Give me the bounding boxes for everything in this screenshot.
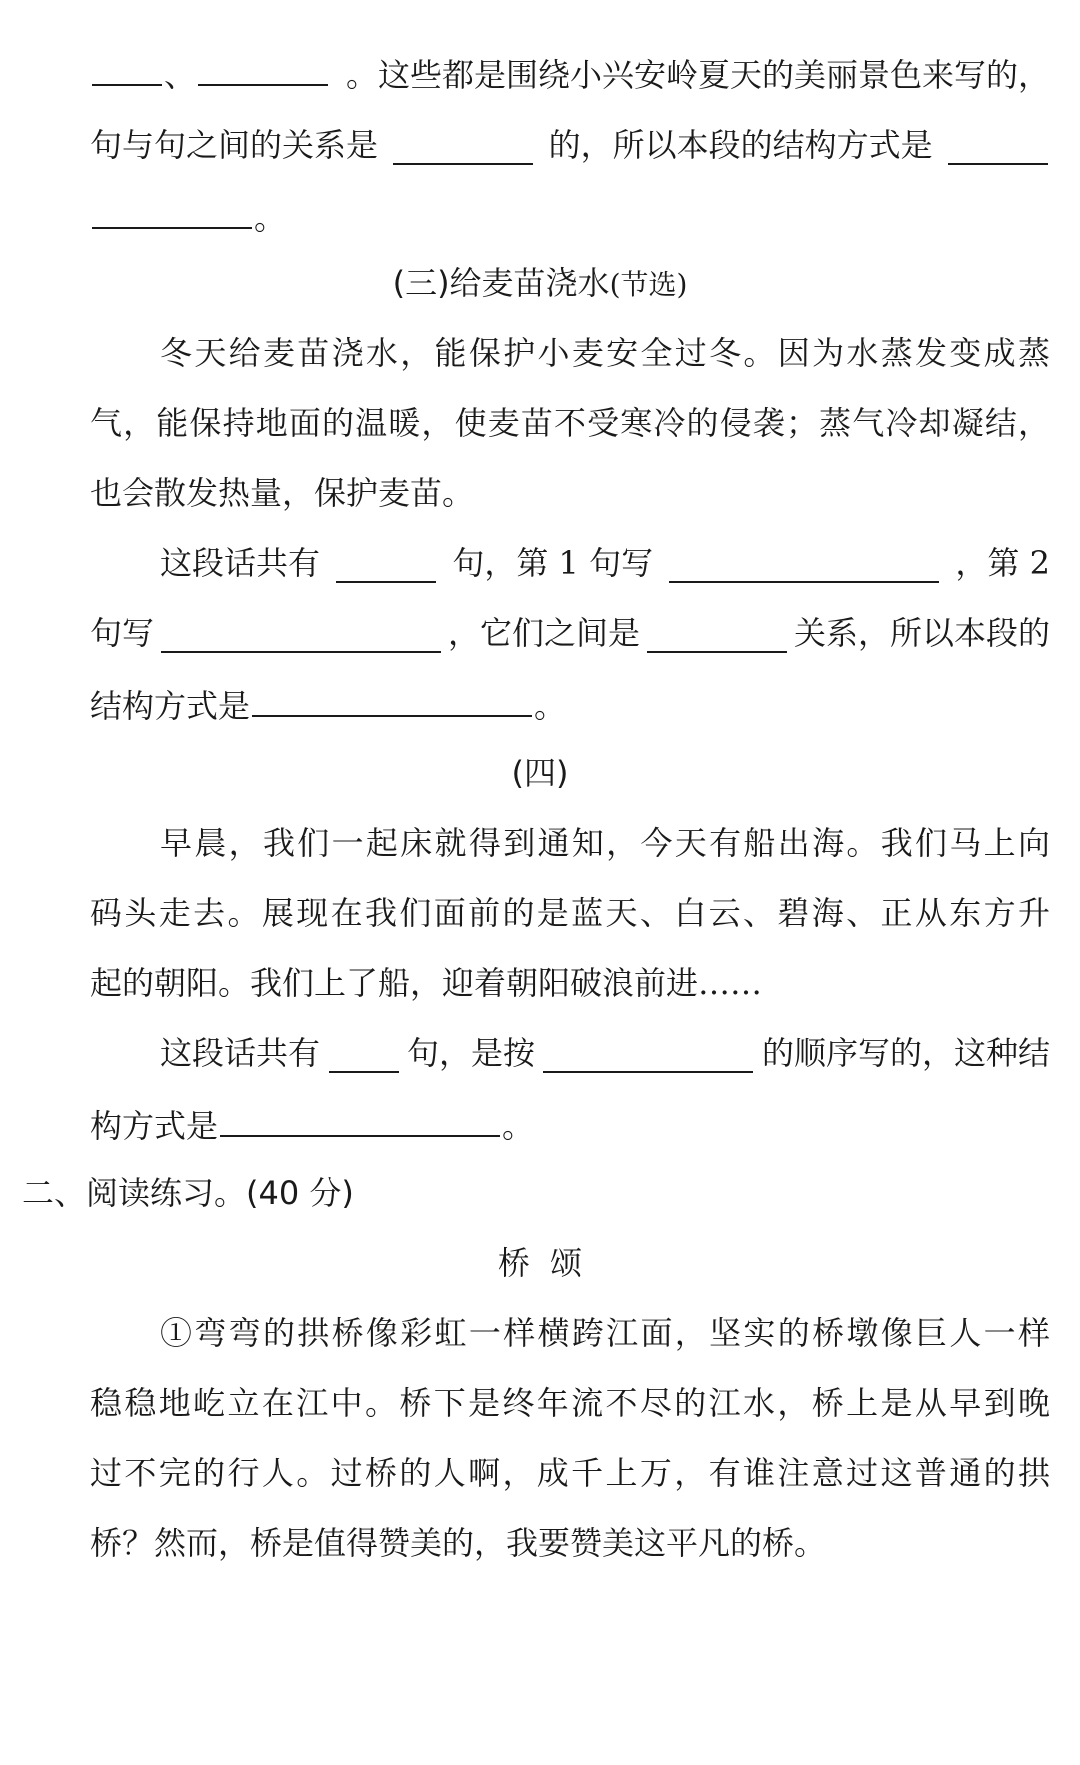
answer-blank[interactable]: [92, 52, 162, 86]
passage-line: 桥？然而，桥是值得赞美的，我要赞美这平凡的桥。: [90, 1524, 827, 1562]
answer-blank[interactable]: [543, 1039, 753, 1073]
paragraph-line: 气，能保持地面的温暖，使麦苗不受寒冷的侵袭；蒸气冷却凝结，: [90, 404, 1052, 442]
answer-blank[interactable]: [336, 549, 436, 583]
passage-title: 桥 颂: [497, 1244, 583, 1282]
answer-blank[interactable]: [252, 683, 532, 717]
answer-blank[interactable]: [92, 195, 252, 229]
answer-blank[interactable]: [220, 1103, 500, 1137]
answer-blank[interactable]: [329, 1039, 399, 1073]
paragraph-line: 起的朝阳。我们上了船，迎着朝阳破浪前进……: [90, 964, 763, 1002]
question-line: 这段话共有 句，是按 的顺序写的，这种结: [160, 1034, 1050, 1072]
fill-line-3: 。: [90, 195, 1050, 235]
section-heading-4: (四): [511, 754, 569, 792]
answer-blank[interactable]: [198, 52, 328, 86]
passage-line: 稳稳地屹立在江中。桥下是终年流不尽的江水，桥上是从早到晚: [90, 1384, 1053, 1422]
paragraph-line: 码头走去。展现在我们面前的是蓝天、白云、碧海、正从东方升: [90, 894, 1053, 932]
fill-line-1: 、 。这些都是围绕小兴安岭夏天的美丽景色来写的，: [90, 55, 1050, 95]
paragraph-line: 早晨，我们一起床就得到通知，今天有船出海。我们马上向: [160, 824, 1053, 862]
passage-line: 过不完的行人。过桥的人啊，成千上万，有谁注意过这普通的拱: [90, 1454, 1053, 1492]
answer-blank[interactable]: [647, 619, 787, 653]
question-line: 句写 ，它们之间是 关系，所以本段的: [90, 614, 1050, 652]
answer-blank[interactable]: [669, 549, 939, 583]
paragraph-line: 冬天给麦苗浇水，能保护小麦安全过冬。因为水蒸发变成蒸: [160, 334, 1053, 372]
section-title-reading: 二、阅读练习。(40 分): [22, 1174, 354, 1212]
fill-line-2: 句与句之间的关系是 的，所以本段的结构方式是: [90, 125, 1050, 165]
answer-blank[interactable]: [393, 131, 533, 165]
question-line: 这段话共有 句，第 1 句写 ，第 2: [160, 544, 1050, 582]
answer-blank[interactable]: [948, 131, 1048, 165]
question-line: 结构方式是 。: [90, 683, 1050, 723]
question-line: 构方式是 。: [90, 1103, 1050, 1143]
passage-line: ①弯弯的拱桥像彩虹一样横跨江面，坚实的桥墩像巨人一样: [160, 1314, 1053, 1352]
section-heading-3: (三)给麦苗浇水(节选): [392, 264, 688, 302]
paragraph-line: 也会散发热量，保护麦苗。: [90, 474, 475, 512]
answer-blank[interactable]: [161, 619, 441, 653]
